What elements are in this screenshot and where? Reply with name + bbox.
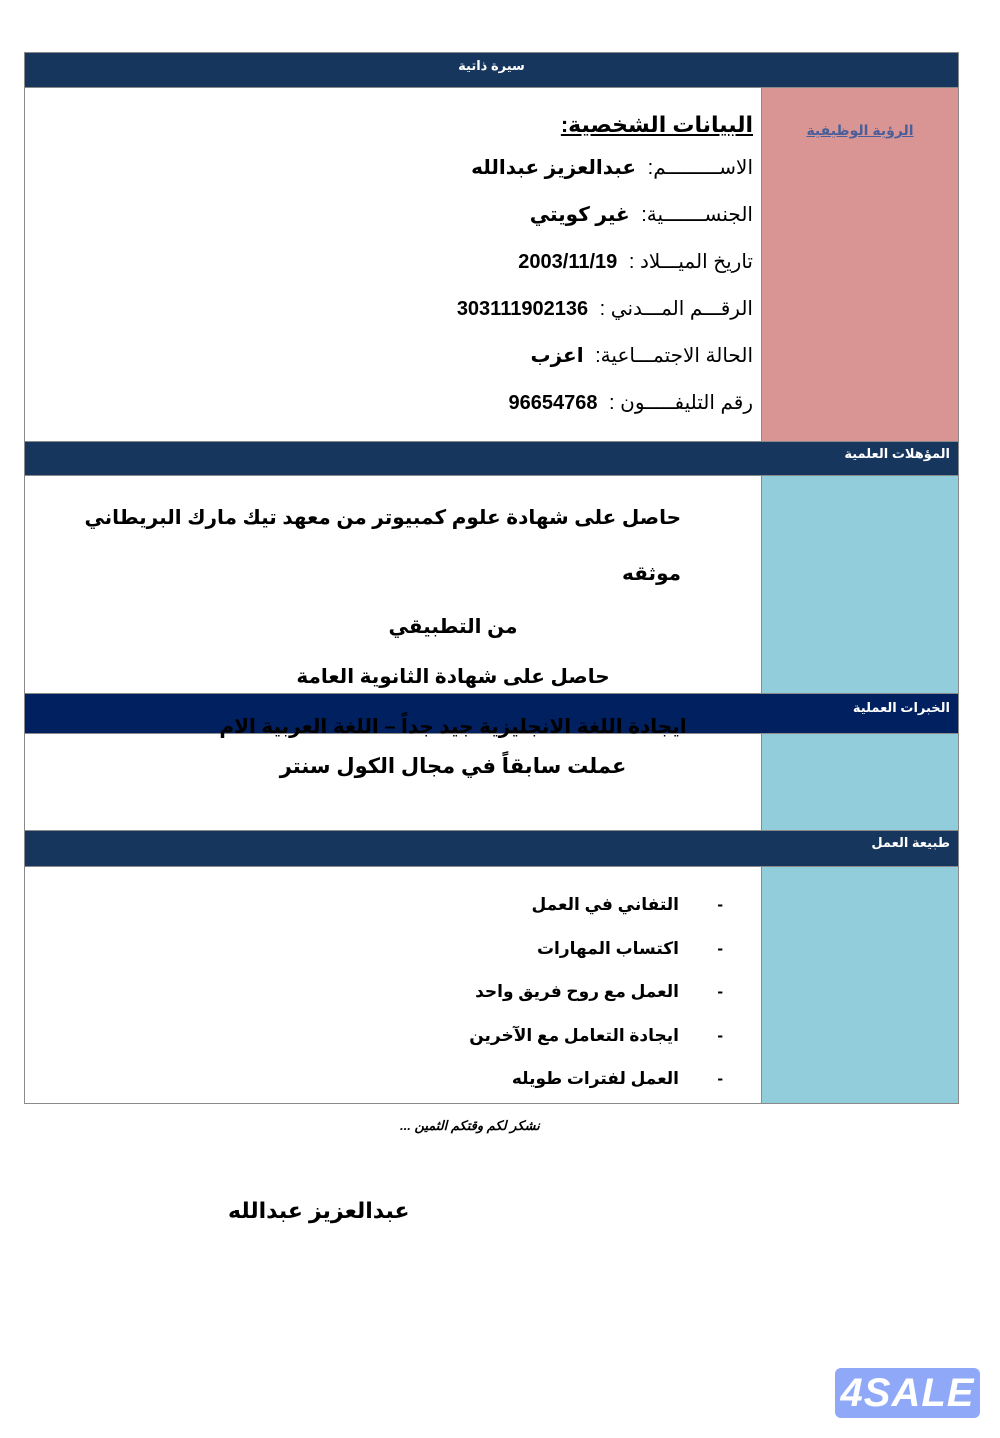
field-marital-status [25, 336, 753, 383]
field-birthdate [25, 242, 753, 289]
cv-title-bar [25, 53, 958, 88]
qualifications-sidebar [761, 476, 958, 693]
field-label: رقم التليفـــــون : [609, 392, 753, 414]
list-item-text: العمل مع روح فريق واحد [475, 982, 679, 1001]
qualification-item: حاصل على شهادة علوم كمبيوتر من معهد تيك مارك البريطاني موثقه [84, 507, 681, 585]
personal-content [25, 88, 761, 441]
field-label: تاريخ الميـــلاد : [628, 251, 753, 273]
signature: عبدالعزيز عبدالله [228, 1198, 410, 1223]
list-item-text: ايجادة التعامل مع الآخرين [469, 1025, 679, 1045]
personal-section [25, 88, 958, 442]
cv-title: سيرة ذاتية [458, 58, 525, 73]
career-vision-link[interactable]: الرؤية الوظيفية [806, 122, 914, 138]
field-value: 96654768 [508, 392, 598, 414]
field-label: الجنســـــــية: [641, 204, 753, 226]
bullet-dash: - [717, 1069, 723, 1088]
experience-sidebar [761, 734, 958, 830]
work-nature-sidebar [761, 867, 958, 1103]
personal-sidebar [761, 88, 958, 441]
list-item [25, 970, 723, 1014]
bullet-dash: - [717, 938, 723, 958]
qualification-item: حاصل على شهادة الثانوية العامة [296, 666, 610, 688]
list-item [25, 883, 723, 927]
bullet-dash: - [717, 895, 723, 914]
list-item [25, 1057, 723, 1101]
bullet-dash: - [717, 1025, 723, 1045]
work-nature-content [25, 867, 761, 1103]
field-name [25, 148, 753, 195]
experience-item: عملت سابقاً في مجال الكول سنتر [279, 755, 627, 778]
list-item-text: العمل لفترات طويله [511, 1069, 679, 1088]
experience-section [25, 734, 958, 831]
field-value: عبدالعزيز عبدالله [471, 157, 637, 179]
4sale-watermark-logo: 4SALE [835, 1368, 980, 1418]
qualification-item: ايجادة اللغة الانجليزية جيد جداً – اللغة العربية الام [219, 716, 687, 738]
experience-title: الخبرات العملية [852, 700, 950, 715]
field-label: الرقـــم المـــدني : [599, 298, 753, 320]
field-value: غير كويتي [529, 204, 630, 226]
field-value: 303111902136 [456, 298, 589, 320]
field-value: 2003/11/19 [518, 251, 618, 273]
field-value: اعزب [530, 345, 584, 367]
field-civil-id [25, 289, 753, 336]
field-label: الحالة الاجتمـــاعية: [595, 345, 753, 367]
thanks-note: نشكر لكم وقتكم الثمين ... [400, 1118, 540, 1133]
field-nationality [25, 195, 753, 242]
list-item [25, 927, 723, 971]
work-nature-title: طبيعة العمل [871, 835, 950, 850]
work-nature-header [25, 831, 958, 867]
field-label: الاســـــــــم: [647, 157, 753, 179]
qualifications-title: المؤهلات العلمية [844, 446, 950, 461]
work-nature-list [25, 867, 761, 1101]
qualification-item: من التطبيقي [388, 616, 518, 638]
list-item [25, 1014, 723, 1058]
list-item-text: التفاني في العمل [531, 895, 679, 914]
work-nature-section [25, 867, 958, 1103]
personal-heading: البيانات الشخصية: [560, 112, 753, 137]
cv-table [24, 52, 959, 1104]
bullet-dash: - [717, 982, 723, 1001]
experience-content [25, 734, 761, 830]
qualifications-content [25, 476, 761, 738]
qualifications-header [25, 442, 958, 476]
list-item-text: اكتساب المهارات [536, 938, 679, 958]
field-phone [25, 383, 753, 430]
